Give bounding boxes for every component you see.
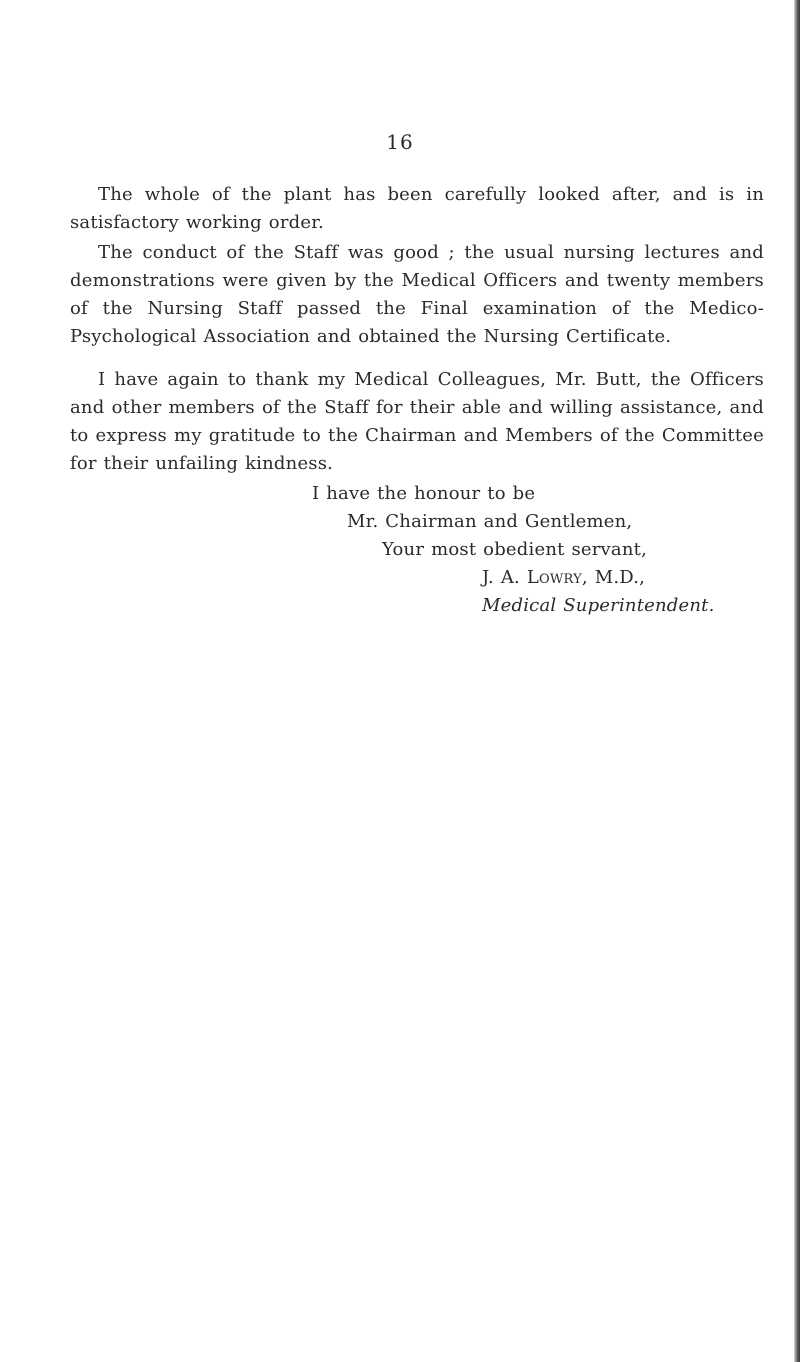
signatory-title: Medical Superintendent. bbox=[482, 595, 715, 616]
signature-name: Lowry bbox=[526, 567, 582, 588]
paragraph-staff-conduct: The conduct of the Staff was good ; the usual nursing lectures and demonstrations were given by the Medical Officers and twenty members of the Nursing Staff passed the Final examination of the Medico-Psychological Association and obtained the Nursing Certificate. bbox=[70, 242, 764, 347]
closing-salutation: Mr. Chairman and Gentlemen, bbox=[347, 511, 633, 532]
page-number: 16 bbox=[386, 130, 414, 154]
signature-initials: J. A. bbox=[482, 567, 520, 588]
closing-honour-line: I have the honour to be bbox=[312, 483, 536, 504]
signature bbox=[482, 564, 645, 592]
page-edge-shadow bbox=[794, 0, 800, 1362]
closing-servant-line: Your most obedient servant, bbox=[382, 539, 648, 560]
paragraph-plant: The whole of the plant has been carefully looked after, and is in satisfactory working order. bbox=[70, 184, 764, 233]
paragraph-thanks: I have again to thank my Medical Colleagues, Mr. Butt, the Officers and other members of the Staff for their able and willing assistance, and to express my gratitude to the Chairman and Members of the Committee for their unfailing kindness. bbox=[70, 369, 764, 474]
signature-degree: , M.D., bbox=[581, 567, 646, 588]
